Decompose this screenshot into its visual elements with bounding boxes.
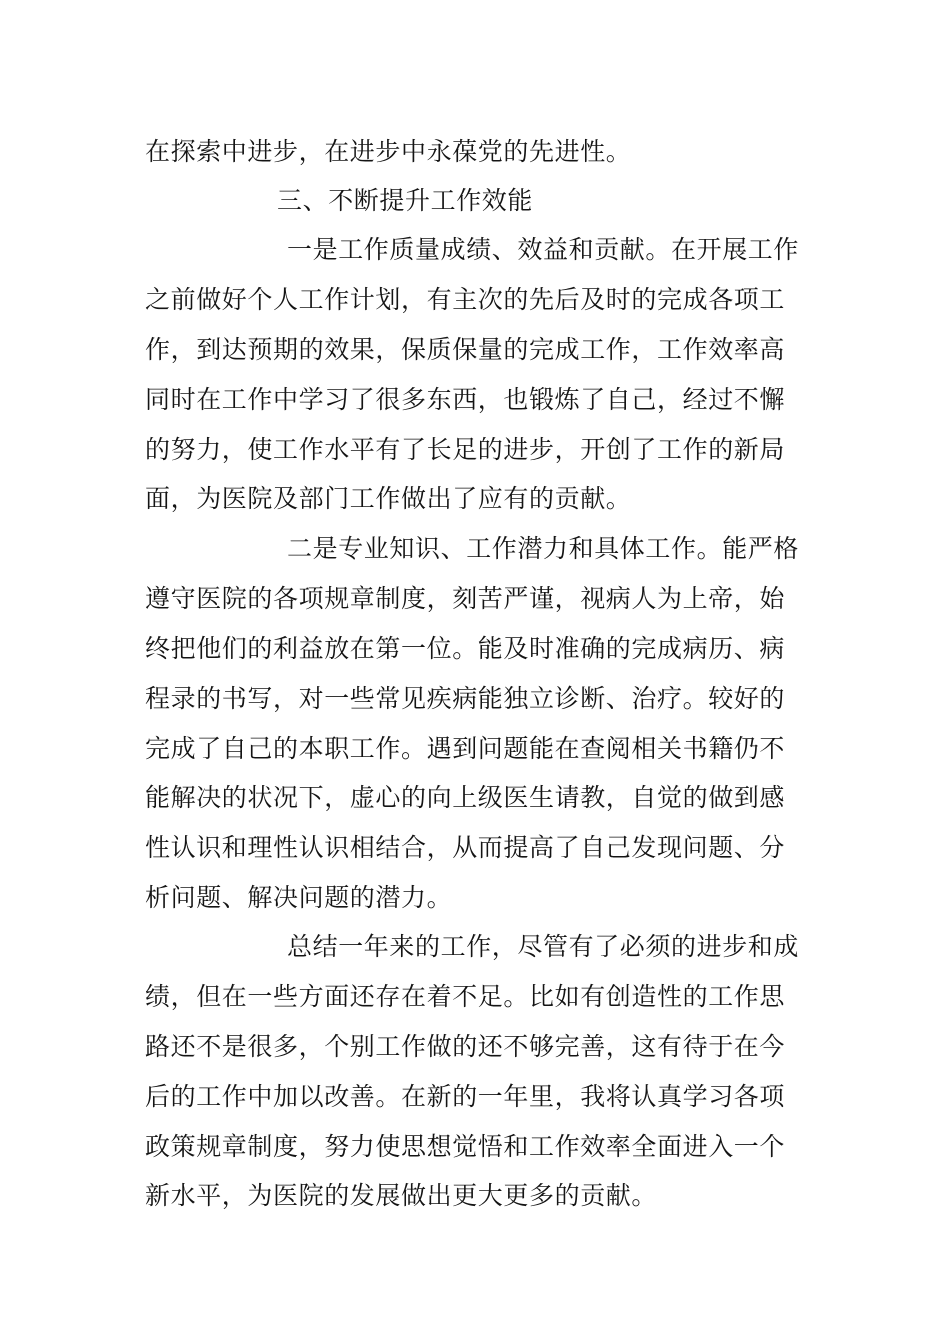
intro-tail-text: 在探索中进步，在进步中永葆党的先进性。 [145, 137, 632, 166]
paragraph-2-line [0, 582, 950, 616]
paragraph-3-text: 政策规章制度，努力使思想觉悟和工作效率全面进入一个 [145, 1132, 786, 1161]
paragraph-3-line [0, 1179, 950, 1213]
paragraph-2-line [0, 732, 950, 766]
paragraph-1-line [0, 283, 950, 317]
paragraph-2-text: 能解决的状况下，虚心的向上级医生请教，自觉的做到感 [145, 783, 786, 812]
paragraph-2-line [0, 682, 950, 716]
paragraph-3-text: 总结一年来的工作，尽管有了必须的进步和成 [287, 932, 800, 961]
paragraph-3-line [0, 1030, 950, 1064]
paragraph-3-text: 新水平，为医院的发展做出更大更多的贡献。 [145, 1181, 658, 1210]
paragraph-2-text: 二是专业知识、工作潜力和具体工作。能严格 [287, 534, 800, 563]
paragraph-2-line [0, 831, 950, 865]
paragraph-2-text: 程录的书写，对一些常见疾病能独立诊断、治疗。较好的 [145, 684, 786, 713]
paragraph-2-line [0, 532, 950, 566]
paragraph-2-line [0, 781, 950, 815]
paragraph-3-text: 绩，但在一些方面还存在着不足。比如有创造性的工作思 [145, 982, 786, 1011]
paragraph-3-text: 路还不是很多，个别工作做的还不够完善，这有待于在今 [145, 1032, 786, 1061]
paragraph-1-line [0, 333, 950, 367]
paragraph-1-text: 作，到达预期的效果，保质保量的完成工作，工作效率高 [145, 335, 786, 364]
paragraph-2-text: 终把他们的利益放在第一位。能及时准确的完成病历、病 [145, 634, 786, 663]
paragraph-1-text: 之前做好个人工作计划，有主次的先后及时的完成各项工 [145, 285, 786, 314]
paragraph-2-line [0, 632, 950, 666]
section-heading-line [0, 184, 950, 218]
section-heading: 三、不断提升工作效能 [277, 186, 534, 215]
paragraph-3-line [0, 1080, 950, 1114]
paragraph-2-text: 遵守医院的各项规章制度，刻苦严谨，视病人为上帝，始 [145, 584, 786, 613]
paragraph-1-line [0, 383, 950, 417]
paragraph-1-line [0, 482, 950, 516]
paragraph-2-text: 完成了自己的本职工作。遇到问题能在查阅相关书籍仍不 [145, 734, 786, 763]
paragraph-2-text: 性认识和理性认识相结合，从而提高了自己发现问题、分 [145, 833, 786, 862]
paragraph-1-line [0, 433, 950, 467]
paragraph-3-line [0, 980, 950, 1014]
paragraph-1-text: 的努力，使工作水平有了长足的进步，开创了工作的新局 [145, 435, 786, 464]
paragraph-1-text: 一是工作质量成绩、效益和贡献。在开展工作 [287, 235, 800, 264]
paragraph-3-text: 后的工作中加以改善。在新的一年里，我将认真学习各项 [145, 1082, 786, 1111]
paragraph-2-text: 析问题、解决问题的潜力。 [145, 883, 453, 912]
paragraph-1-line [0, 233, 950, 267]
paragraph-1-text: 同时在工作中学习了很多东西，也锻炼了自己，经过不懈 [145, 385, 786, 414]
intro-tail-line [0, 135, 950, 169]
paragraph-2-line [0, 881, 950, 915]
paragraph-1-text: 面，为医院及部门工作做出了应有的贡献。 [145, 484, 632, 513]
paragraph-3-line [0, 1130, 950, 1164]
paragraph-3-line [0, 930, 950, 964]
